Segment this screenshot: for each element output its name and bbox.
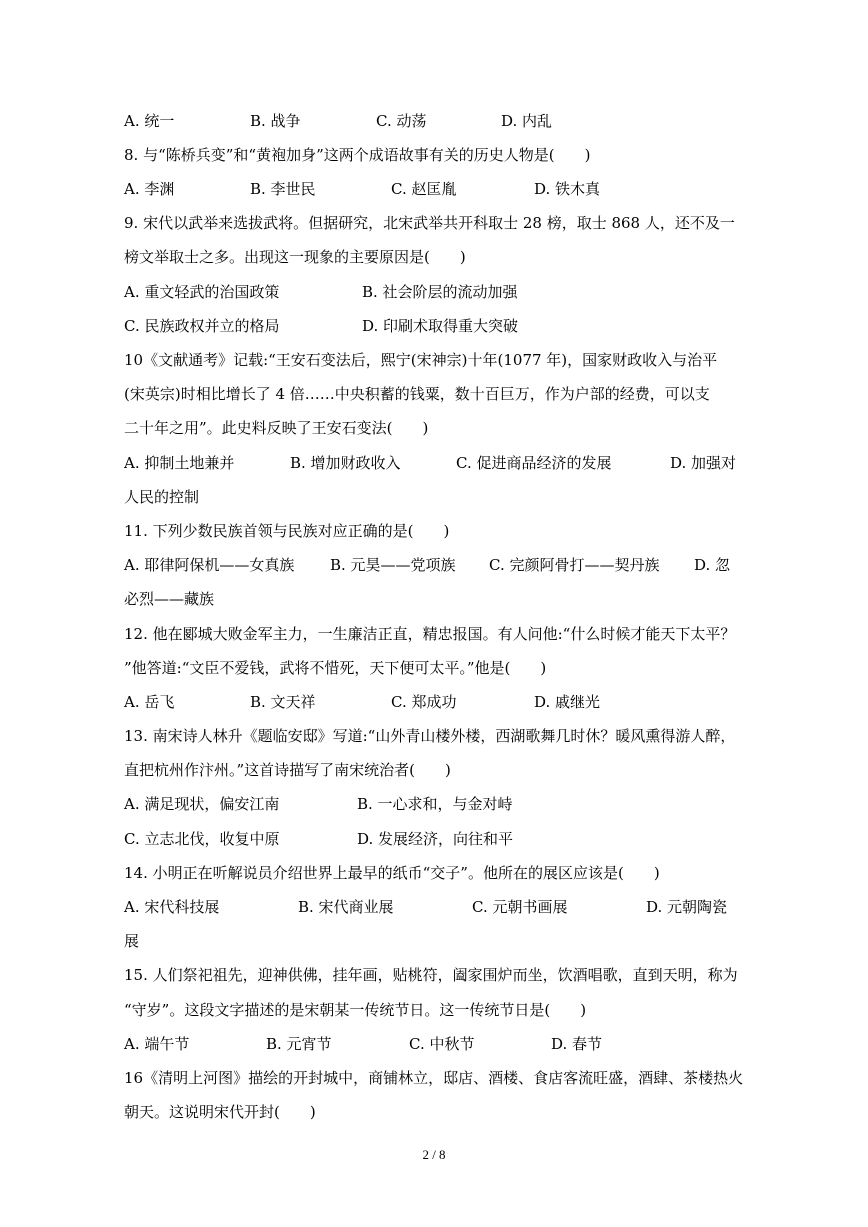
q12-option-c: C. 郑成功 [391, 693, 457, 711]
q7-option-c: C. 动荡 [376, 112, 427, 130]
q8-option-a: A. 李渊 [124, 180, 175, 198]
q10-option-continuation: 人民的控制 [124, 488, 200, 506]
q13-option-a: A. 满足现状，偏安江南 [124, 795, 280, 813]
q7-option-a: A. 统一 [124, 112, 175, 130]
q11-option-d: D. 忽 [694, 556, 731, 574]
q10-option-b: B. 增加财政收入 [290, 454, 401, 472]
q12-stem-line-1: 12. 他在郾城大败金军主力，一生廉洁正直，精忠报国。有人问他:“什么时候才能天下太平？ [124, 625, 736, 643]
q9-option-a: A. 重文轻武的治国政策 [124, 283, 280, 301]
q8-option-c: C. 赵匡胤 [391, 180, 457, 198]
q14-option-b: B. 宋代商业展 [298, 898, 394, 916]
q14-option-a: A. 宋代科技展 [124, 898, 220, 916]
q9-option-c: C. 民族政权并立的格局 [124, 317, 280, 335]
q14-option-continuation: 展 [124, 932, 140, 950]
q15-option-d: D. 春节 [551, 1035, 603, 1053]
q10-option-a: A. 抑制土地兼并 [124, 454, 235, 472]
page-number: 2 / 8 [422, 1147, 446, 1162]
q10-stem-line-3: 二十年之用”。此史料反映了王安石变法( ) [124, 419, 429, 437]
q10-stem-line-1: 10《文献通考》记载:“王安石变法后，熙宁(宋神宗)十年(1077 年)，国家财政收入与治平 [124, 351, 718, 369]
q16-stem-line-1: 16《清明上河图》描绘的开封城中，商铺林立，邸店、酒楼、食店客流旺盛，酒肆、茶楼热火 [124, 1069, 744, 1087]
q14-option-c: C. 元朝书画展 [472, 898, 568, 916]
q15-stem-line-2: “守岁”。这段文字描述的是宋朝某一传统节日。这一传统节日是( ) [124, 1001, 587, 1019]
q16-stem-line-2: 朝天。这说明宋代开封( ) [124, 1103, 316, 1121]
q10-option-c: C. 促进商品经济的发展 [456, 454, 612, 472]
q12-option-b: B. 文天祥 [250, 693, 316, 711]
q9-option-d: D. 印刷术取得重大突破 [362, 317, 519, 335]
q9-option-b: B. 社会阶层的流动加强 [362, 283, 518, 301]
q8-option-d: D. 铁木真 [534, 180, 601, 198]
q7-option-b: B. 战争 [250, 112, 301, 130]
q9-stem-line-1: 9. 宋代以武举来选拔武将。但据研究，北宋武举共开科取士 28 榜，取士 868 人，还不及一 [124, 214, 735, 232]
q10-stem-line-2: (宋英宗)时相比增长了 4 倍……中央积蓄的钱粟，数十百巨万，作为户部的经费，可以支 [124, 385, 710, 403]
q11-option-a: A. 耶律阿保机——女真族 [124, 556, 295, 574]
q13-option-c: C. 立志北伐，收复中原 [124, 830, 280, 848]
q11-option-continuation: 必烈——藏族 [124, 590, 215, 608]
q12-stem-line-2: ”他答道:“文臣不爱钱，武将不惜死，天下便可太平。”他是( ) [124, 659, 547, 677]
q12-option-a: A. 岳飞 [124, 693, 175, 711]
q11-option-b: B. 元昊——党项族 [330, 556, 456, 574]
q15-stem-line-1: 15. 人们祭祀祖先，迎神供佛，挂年画，贴桃符，阖家围炉而坐，饮酒唱歌，直到天明，称为 [124, 966, 738, 984]
q14-option-d: D. 元朝陶瓷 [646, 898, 728, 916]
q8-option-b: B. 李世民 [250, 180, 316, 198]
q15-option-a: A. 端午节 [124, 1035, 190, 1053]
q10-option-d: D. 加强对 [670, 454, 737, 472]
q13-stem-line-2: 直把杭州作汴州。”这首诗描写了南宋统治者( ) [124, 761, 451, 779]
q12-option-d: D. 戚继光 [534, 693, 601, 711]
q15-option-b: B. 元宵节 [266, 1035, 332, 1053]
q15-option-c: C. 中秋节 [409, 1035, 475, 1053]
q13-option-d: D. 发展经济，向往和平 [357, 830, 514, 848]
q13-stem-line-1: 13. 南宋诗人林升《题临安邸》写道:“山外青山楼外楼，西湖歌舞几时休？暖风熏得游人醉， [124, 727, 736, 745]
q14-stem: 14. 小明正在听解说员介绍世界上最早的纸币“交子”。他所在的展区应该是( ) [124, 864, 660, 882]
q9-stem-line-2: 榜文举取士之多。出现这一现象的主要原因是( ) [124, 248, 466, 266]
q11-stem: 11. 下列少数民族首领与民族对应正确的是( ) [124, 522, 450, 540]
q8-stem: 8. 与“陈桥兵变”和“黄袍加身”这两个成语故事有关的历史人物是( ) [124, 146, 591, 164]
q11-option-c: C. 完颜阿骨打——契丹族 [489, 556, 660, 574]
q13-option-b: B. 一心求和，与金对峙 [357, 795, 513, 813]
q7-option-d: D. 内乱 [501, 112, 553, 130]
